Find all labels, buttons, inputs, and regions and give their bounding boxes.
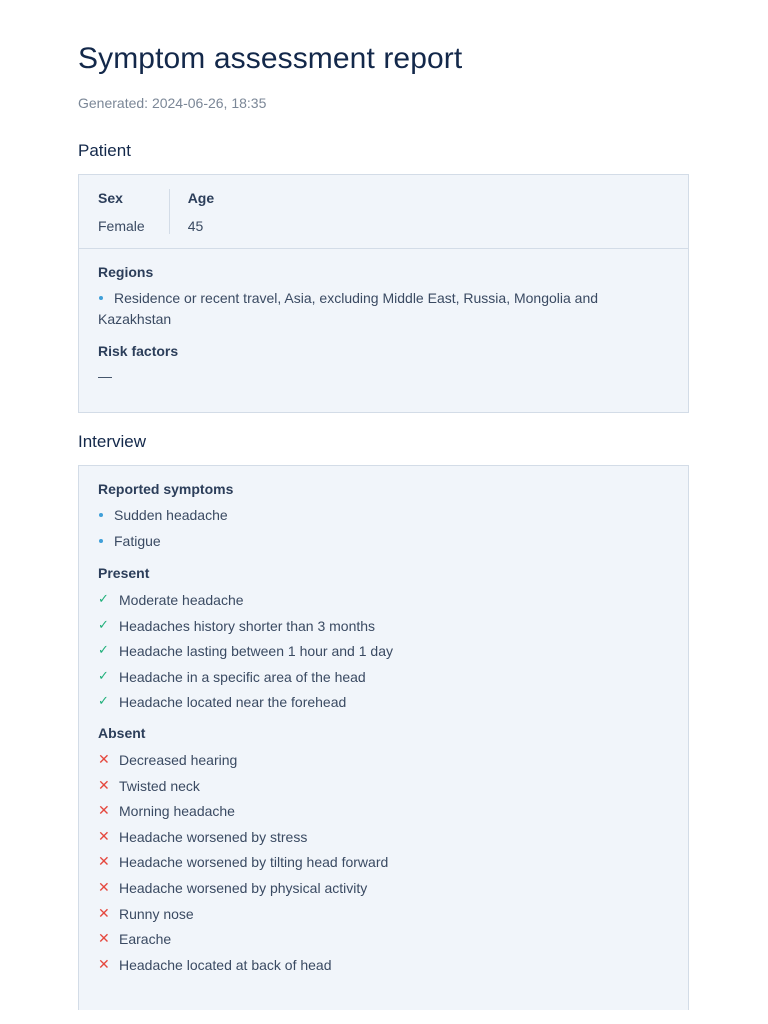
patient-panel [78,174,689,413]
cross-icon: ✕ [98,955,110,972]
list-item: ✕ Headache worsened by stress [98,827,308,845]
list-item: Sudden headache [98,505,668,531]
regions-list [98,288,668,330]
check-icon: ✓ [98,642,109,658]
cross-icon: ✕ [98,930,110,947]
check-icon: ✓ [98,693,109,709]
age-label: Age [187,190,215,206]
cross-icon: ✕ [98,827,110,844]
list-item: ✕ Runny nose [98,904,194,922]
list-item: ✕ Headache located at back of head [98,955,332,973]
interview-heading: Interview [78,432,147,451]
absent-label: Absent [98,724,146,741]
risk-factors-label: Risk factors [98,343,179,359]
dot-icon [99,539,103,543]
absent-list [98,750,668,980]
cross-icon: ✕ [98,776,110,793]
reported-symptoms-list [98,505,668,557]
sex-value: Female [98,218,145,234]
list-item: ✓ Headaches history shorter than 3 months [98,616,376,634]
generated-timestamp: Generated: 2024-06-26, 18:35 [78,95,267,111]
cross-icon: ✕ [98,904,110,921]
age-column [169,189,238,234]
list-item: ✕ Twisted neck [98,776,200,794]
cross-icon: ✕ [98,750,110,767]
list-item: ✓ Headache lasting between 1 hour and 1 day [98,642,393,660]
list-item: ✕ Headache worsened by physical activity [98,878,368,896]
list-item: Residence or recent travel, Asia, excluding Middle East, Russia, Mongolia and Kazakhstan [98,290,599,327]
dot-icon [99,513,103,517]
sex-column [98,189,169,234]
risk-factors-value: — [98,368,112,384]
list-item: ✓ Headache located near the forehead [98,693,347,711]
cross-icon: ✕ [98,802,110,819]
age-value: 45 [187,218,204,234]
list-item: Fatigue [98,531,668,557]
present-list [98,590,668,718]
check-icon: ✓ [98,616,109,632]
list-item: ✕ Morning headache [98,802,235,820]
sex-label: Sex [98,190,123,206]
reported-block [79,466,688,980]
page-title: Symptom assessment report [78,42,463,75]
present-label: Present [98,565,150,581]
list-item: ✓ Headache in a specific area of the head [98,667,366,685]
dot-icon [99,296,103,300]
demographics-row [79,175,688,248]
check-icon: ✓ [98,667,109,683]
reported-symptoms-label: Reported symptoms [98,481,234,497]
list-item: ✕ Headache worsened by tilting head forward [98,853,389,871]
regions-block [79,249,688,384]
list-item: ✓ Moderate headache [98,591,244,608]
interview-panel [78,465,689,1010]
regions-label: Regions [98,264,154,280]
patient-heading: Patient [78,141,131,160]
list-item: ✕ Earache [98,930,172,948]
check-icon: ✓ [98,591,109,606]
cross-icon: ✕ [98,853,110,870]
cross-icon: ✕ [98,878,110,895]
list-item: ✕ Decreased hearing [98,750,238,768]
